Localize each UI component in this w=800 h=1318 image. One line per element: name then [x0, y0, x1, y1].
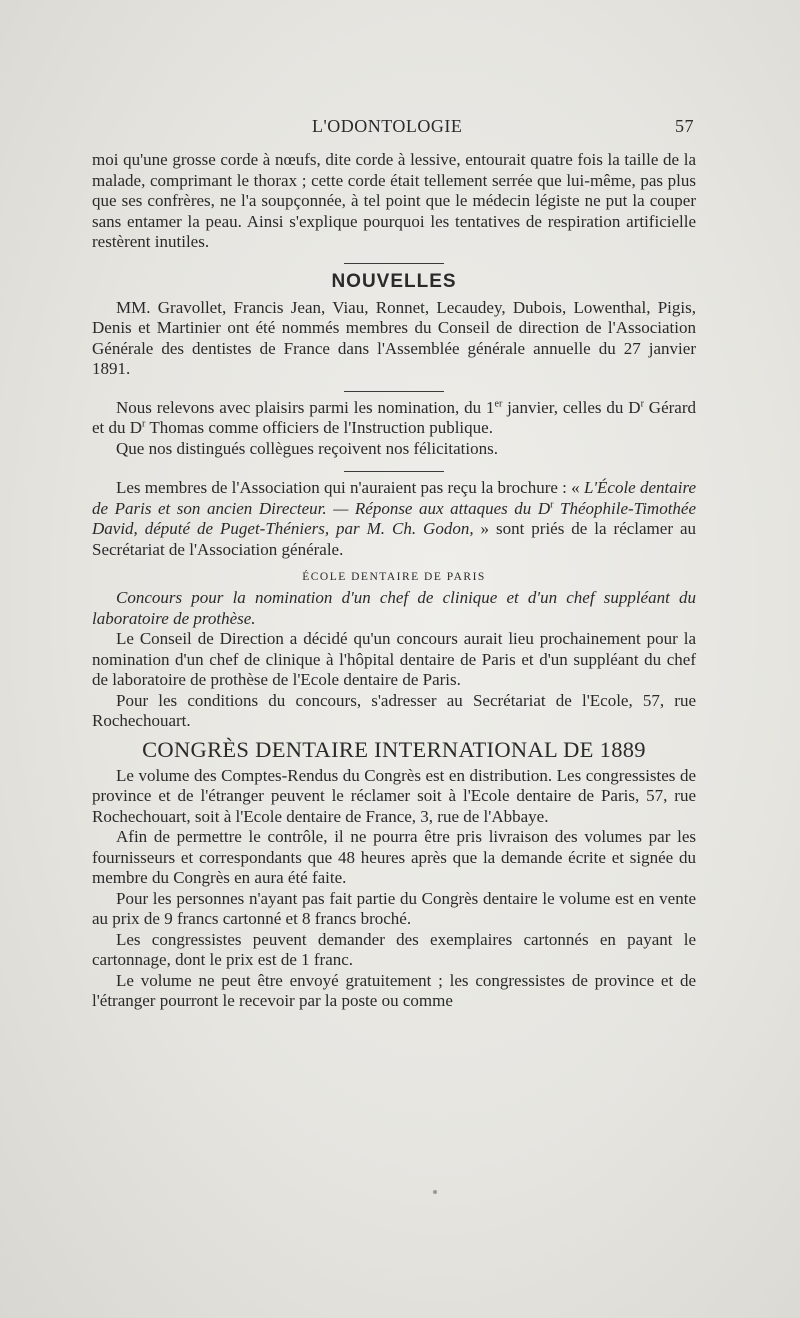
paragraph-conseil: MM. Gravollet, Francis Jean, Viau, Ronnet, Lecaudey, Dubois, Lowenthal, Pigis, Denis et Martinier ont été nommés membres du Conseil de direction de l'Association Générale des dentistes de France dans l'Assemblée générale annuelle du 27 janvier 1891.: [92, 297, 696, 378]
body-text: [92, 150, 696, 1012]
superscript: r: [142, 418, 146, 430]
print-speck: [433, 1190, 437, 1194]
paragraph-cartonnage: Les congressistes peuvent demander des exemplaires cartonnés en payant le cartonnage, dont le prix est de 1 franc.: [92, 929, 696, 969]
text-run: Les membres de l'Association qui n'auraient pas reçu la brochure : «: [116, 478, 584, 497]
page-number: 57: [675, 116, 694, 136]
item-divider: [344, 471, 444, 472]
superscript: er: [494, 397, 503, 409]
section-heading-nouvelles: NOUVELLES: [331, 270, 457, 292]
subheading-ecole: ÉCOLE DENTAIRE DE PARIS: [302, 571, 486, 583]
italic-run: Théophile-Timothée David, député de Puget-Théniers, par M. Ch. Godon,: [92, 498, 697, 538]
running-head: [92, 116, 694, 138]
paragraph-concours: Le Conseil de Direction a décidé qu'un concours aurait lieu prochainement pour la nomination d'un chef de clinique à l'hôpital dentaire de Paris et d'un suppléant du chef de laboratoire de prothèse de l'Ecole dentaire de Paris.: [92, 629, 696, 689]
paragraph-controle: Afin de permettre le contrôle, il ne pourra être pris livraison des volumes par les fournisseurs et correspondants que 48 heures après que la demande écrite et signée du membre du Congrès en aura été faite.: [92, 827, 696, 887]
superscript: r: [640, 397, 644, 409]
superscript: r: [550, 498, 554, 510]
italic-run: L'École dentaire de Paris et son ancien Directeur. — Réponse aux attaques du D: [92, 478, 697, 518]
paragraph-envoi: Le volume ne peut être envoyé gratuitement ; les congressistes de province et de l'étranger pourront le recevoir par la poste ou comme: [92, 970, 696, 1010]
paragraph-continuation: moi qu'une grosse corde à nœufs, dite corde à lessive, entourait quatre fois la taille de la malade, comprimant le thorax ; cette corde était tellement serrée que lui-même, pas plus que ses confrères, ne l'a soupçonnée, à tel point que le médecin légiste ne put la couper sans entamer la peau. Ainsi s'explique pourquoi les tentatives de respiration artificielle restèrent inutiles.: [92, 150, 696, 251]
section-heading-congres: CONGRÈS DENTAIRE INTERNATIONAL DE 1889: [142, 736, 646, 762]
paragraph-brochure: [92, 478, 696, 560]
paragraph-prix: Pour les personnes n'ayant pas fait partie du Congrès dentaire le volume est en vente au prix de 9 francs cartonné et 8 francs broché.: [92, 888, 696, 928]
text-run: Nous relevons avec plaisirs parmi les nomination, du 1: [116, 397, 495, 417]
text-run: janvier, celles du D: [502, 397, 641, 417]
paragraph-comptes-rendus: Le volume des Comptes-Rendus du Congrès est en distribution. Les congressistes de province et de l'étranger peuvent le réclamer soit à l'Ecole dentaire de Paris, 57, rue Rochechouart, soit à l'Ecole dentaire de France, 3, rue de l'Abbaye.: [92, 765, 696, 826]
paragraph-conditions: Pour les conditions du concours, s'adresser au Secrétariat de l'Ecole, 57, rue Rochechouart.: [92, 690, 696, 730]
concours-title: Concours pour la nomination d'un chef de clinique et d'un chef suppléant du laboratoire de prothèse.: [92, 588, 696, 628]
text-run: Thomas comme officiers de l'Instruction publique.: [145, 418, 493, 437]
journal-title: L'ODONTOLOGIE: [312, 116, 463, 136]
paragraph-nominations: [92, 398, 696, 439]
text-run: Gérard et du D: [92, 397, 696, 437]
item-divider: [344, 391, 444, 392]
paragraph-felicitations: Que nos distingués collègues reçoivent nos félicitations.: [116, 438, 498, 458]
text-run: » sont priés de la réclamer au Secrétariat de l'Association générale.: [92, 519, 696, 559]
section-divider: [344, 263, 444, 264]
